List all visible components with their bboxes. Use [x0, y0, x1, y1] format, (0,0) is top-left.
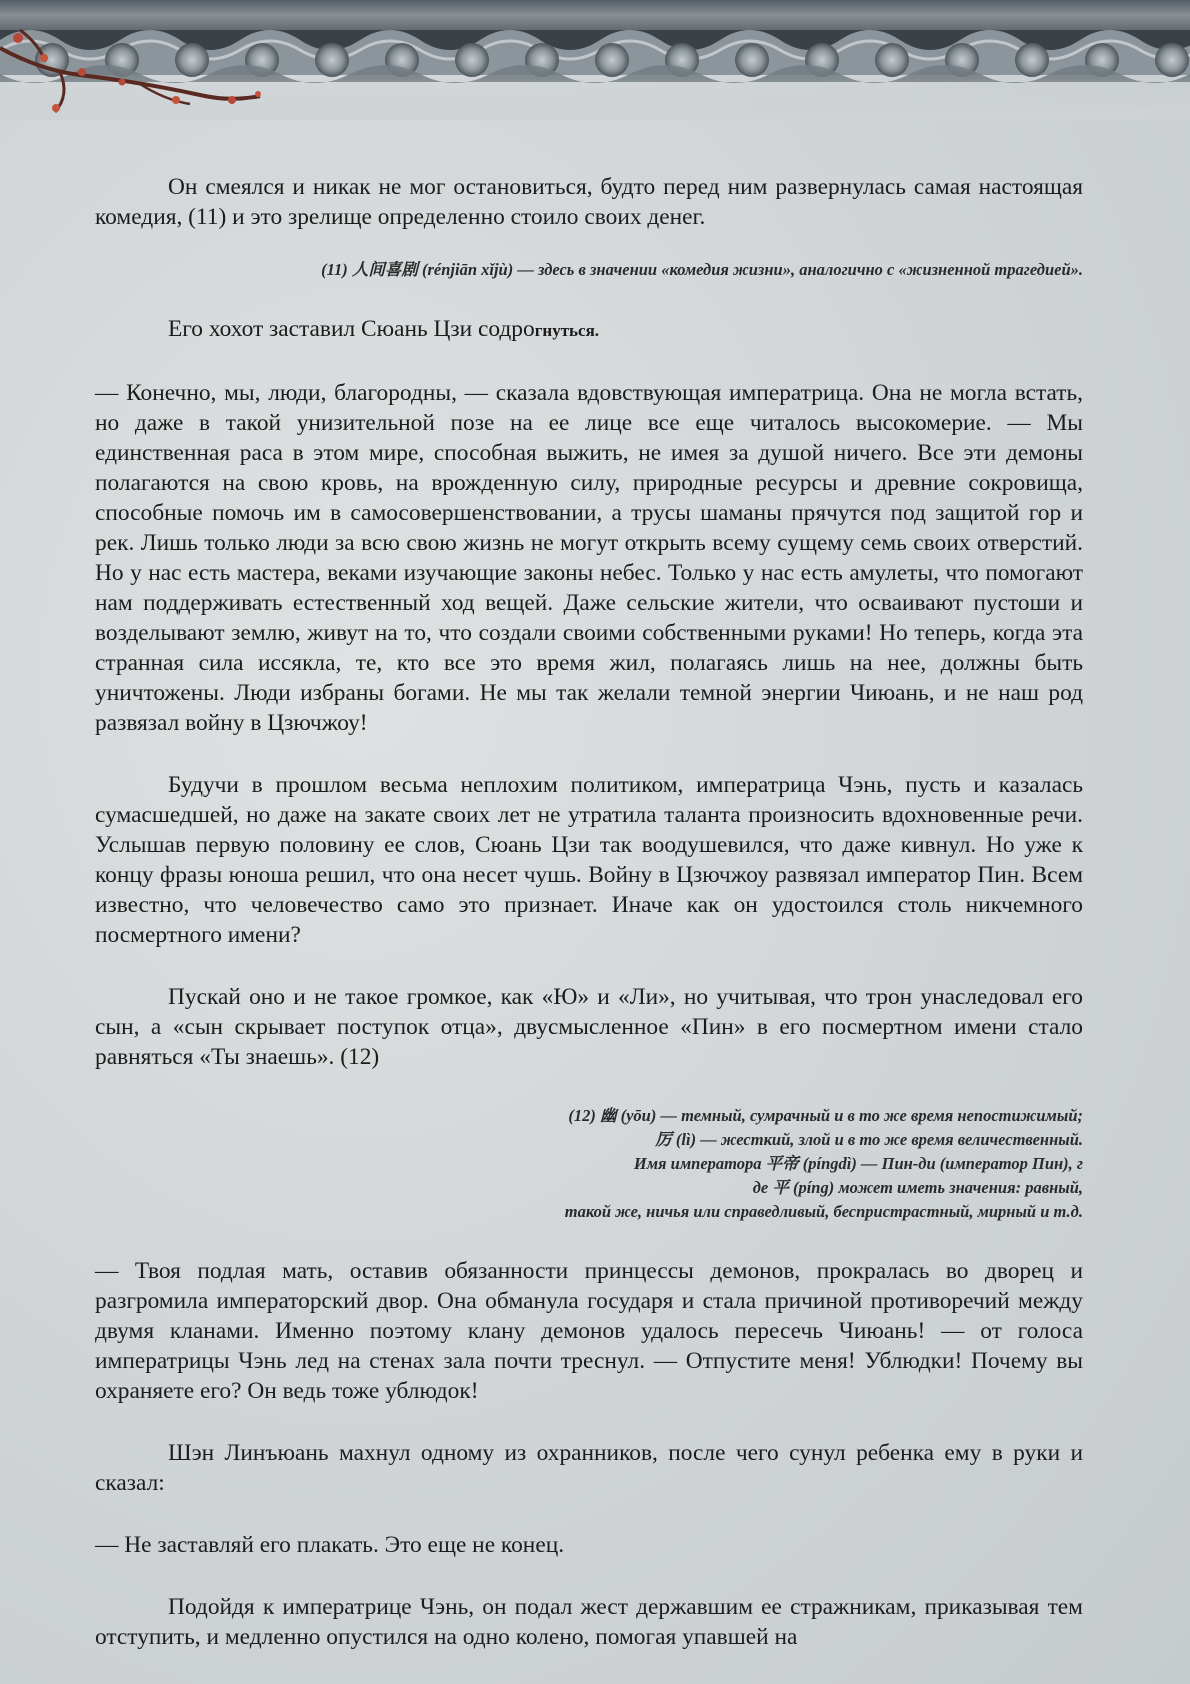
paragraph-2-tail: гнуться. — [534, 321, 600, 340]
paragraph-5: Пускай оно и не такое громкое, как «Ю» и «Ли», но учитывая, что трон унаследовал его сын, а «сын скрывает поступок отца», двусмысленное «Пин» в его посмертном имени стало равняться «Ты знаешь». (12) — [95, 984, 1083, 1070]
paragraph-9: Подойдя к императрице Чэнь, он подал жест державшим ее стражникам, приказывая тем отступить, и медленно опустился на одно колено, помогая упавшей на — [95, 1594, 1083, 1650]
footnote-12-line: 厉 (lì) — жесткий, злой и в то же время величественный. — [655, 1130, 1083, 1149]
paragraph-6: — Твоя подлая мать, оставив обязанности принцессы демонов, прокралась во дворец и разгромила императорский двор. Она обманула государя и стала причиной противоречий между двумя кланами. Именно поэтому клану демонов удалось пересечь Чиюань! — от голоса императрицы Чэнь лед на стенах зала почти треснул. — Отпустите меня! Ублюдки! Почему вы охраняете его? Он ведь тоже ублюдок! — [95, 1258, 1083, 1404]
paragraph-8: — Не заставляй его плакать. Это еще не конец. — [95, 1532, 565, 1558]
paragraph-7: Шэн Линъюань махнул одному из охранников, после чего сунул ребенка ему в руки и сказал: — [95, 1440, 1083, 1496]
footnote-12-line: такой же, ничья или справедливый, беспристрастный, мирный и т.д. — [564, 1202, 1083, 1221]
roof-tiles-image — [0, 0, 1190, 120]
footnote-12-line: де 平 (píng) может иметь значения: равный, — [752, 1178, 1083, 1197]
paragraph-4: Будучи в прошлом весьма неплохим политиком, императрица Чэнь, пусть и казалась сумасшедшей, но даже на закате своих лет не утратила таланта произносить вдохновенные речи. Услышав первую половину ее слов, Сюань Цзи так воодушевился, что даже кивнул. Но уже к концу фразы юноша решил, что она несет чушь. Войну в Цзючжоу развязал император Пин. Всем известно, что человечество само это признает. Иначе как он удостоился столь никчемного посмертного имени? — [95, 772, 1083, 948]
footnote-12-line: (12) 幽 (yōu) — темный, сумрачный и в то же время непостижимый; — [568, 1106, 1083, 1125]
paragraph-2 — [95, 314, 1083, 346]
document-body — [95, 172, 1083, 1652]
footnote-12 — [95, 1104, 1083, 1224]
paragraph-3: — Конечно, мы, люди, благородны, — сказала вдовствующая императрица. Она не могла встать, но даже в такой унизительной позе на ее лице все еще читалось высокомерие. — Мы единственная раса в этом мире, способная выжить, не имея за душой ничего. Все эти демоны полагаются на свою кровь, на врожденную силу, природные ресурсы и древние сокровища, способные помочь им в самосовершенствовании, а трусы шаманы прячутся под защитой гор и рек. Лишь только люди за всю свою жизнь не могут открыть всему сущему семь своих отверстий. Но у нас есть мастера, веками изучающие законы небес. Только у нас есть амулеты, что помогают нам поддерживать естественный ход вещей. Даже сельские жители, что осваивают пустоши и возделывают землю, живут на то, что создали своими собственными руками! Но теперь, когда эта странная сила иссякла, те, кто все это время жил, полагаясь лишь на нее, должны быть уничтожены. Люди избраны богами. Не мы так желали темной энергии Чиюань, и не наш род развязал войну в Цзючжоу! — [95, 380, 1083, 736]
paragraph-1: Он смеялся и никак не мог остановиться, будто перед ним развернулась самая настоящая комедия, (11) и это зрелище определенно стоило своих денег. — [95, 174, 1083, 230]
footnote-12-line: Имя императора 平帝 (píngdì) — Пин-ди (император Пин), г — [633, 1154, 1083, 1173]
paragraph-2-main: Его хохот заставил Сюань Цзи содро — [168, 316, 535, 342]
footnote-11: (11) 人间喜剧 (rénjiān xǐjù) — здесь в значении «комедия жизни», аналогично с «жизненной трагедией». — [321, 260, 1083, 279]
roof-tiles-decoration — [0, 0, 1190, 120]
